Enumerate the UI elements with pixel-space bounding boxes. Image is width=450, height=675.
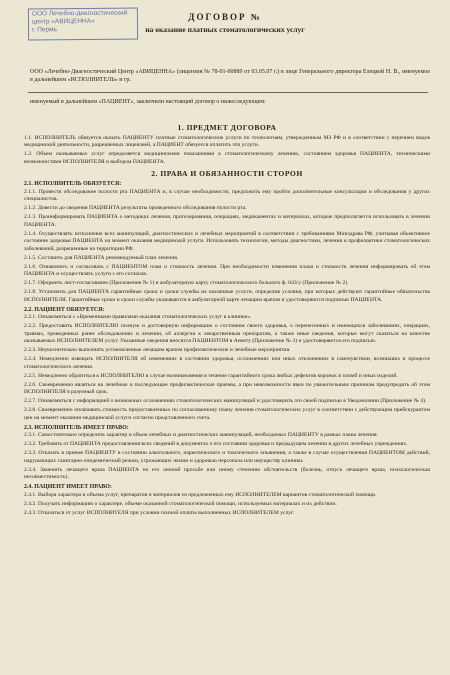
clause-2-2-7: 2.2.7. Ознакомиться с информацией о возможных осложнениях стоматологических манипуляций и удостоверить это своей подписью в Уведомлении (Приложение № 4). <box>24 398 427 405</box>
intro-paragraph: ООО «Лечебно-Диагностический Центр «АВИЦЕННА» (лицензия № 78-01-00889 от 03.05.07 г.) в лице Генерального директора Елецкой Н. В., именуемое в дальнейшем «ИСПОЛНИТЕЛЬ» и гр. <box>30 69 430 83</box>
clause-2-3-4: 2.3.4. Заменить лечащего врача ПАЦИЕНТА по его личной просьбе или иному стечению обстоятельств (болезнь, отпуск лечащего врача, психологическая несовместимость). <box>24 466 430 481</box>
clause-1-1: 1.1. ИСПОЛНИТЕЛЬ обязуется оказать ПАЦИЕНТУ платные стоматологические услуги по технологиям, утвержденным МЗ РФ и в соответствии с перечнем видов медицинской деятельности, разрешенных лицензией, а ПАЦИЕНТ обязуется оплатить эти услуги. <box>24 134 430 149</box>
clause-2-1-6: 2.1.6. Ознакомить и согласовать с ПАЦИЕНТОМ план и стоимость лечения. При необходимости изменения плана и стоимости лечения информировать об этом ПАЦИЕНТА и осуществлять услуги с его согласия. <box>24 263 430 278</box>
clause-1-2: 1.2. Объем оказываемых услуг определяется медицинскими показаниями к стоматологическому лечению, состоянием здоровья ПАЦИЕНТА, техническими возможностями ИСПОЛНИТЕЛЯ и выбором ПАЦИЕНТА. <box>24 151 430 165</box>
clause-2-1-4: 2.1.4. Осуществлять исполнение всех манипуляций, диагностических и лечебных мероприятий в соответствии с требованиями Минздрава РФ, учитывая объективное состояние здоровья ПАЦИЕНТА на момент оказания медицинской услуги. Использовать технологии, методы диагностики, лечения и профилактики стоматологических заболеваний, разрешенные на территории РФ. <box>24 230 430 252</box>
clause-2-2-1: 2.2.1. Ознакомиться с «Временными правилами оказания стоматологических услуг в клинике». <box>24 314 252 321</box>
intro-paragraph-2: именуемый в дальнейшем «ПАЦИЕНТ», заключили настоящий договор о нижеследующем: <box>30 99 266 105</box>
clause-2-1-8: 2.1.8. Установить для ПАЦИЕНТА гарантийные сроки и сроки службы на оказанные услуги, определив условия, при которых действуют гарантийные обязательства ИСПОЛНИТЕЛЯ. Гарантийные сроки и сроки службы указываются в амбулаторной карте лечащим врачом и удостоверяются подписью ПАЦИЕНТА. <box>24 289 430 303</box>
clause-2-4-2: 2.4.2. Получать информацию о характере, объеме оказанной стоматологической помощи, используемых материалах и их действии. <box>24 500 337 507</box>
document-subtitle: на оказание платных стоматологических услуг <box>145 25 305 34</box>
document-title: ДОГОВОР № <box>188 12 262 22</box>
clause-2-2-2: 2.2.2. Предоставить ИСПОЛНИТЕЛЮ полную и достоверную информацию о состоянии своего здоровья, о перенесенных и имеющихся заболеваниях, операциях, травмах, проведенных ранее обследованиях и лечении, об аллергии к лекарственным препаратам, а также иные сведения, которые могут сказаться на качестве оказываемых ИСПОЛНИТЕЛЕМ услуг. Указанные сведения вносятся ПАЦИЕНТОМ в Анкету (Приложение № 3) и удостоверяются его подписью. <box>24 323 430 345</box>
clause-2-1-2: 2.1.2. Довести до сведения ПАЦИЕНТА результаты проведенного обследования полости рта. <box>24 205 247 212</box>
clause-2-1-3: 2.1.3. Проинформировать ПАЦИЕНТА о методиках лечения, протезирования, операциях, медикаментах и материалах, которые предполагается использовать в лечении ПАЦИЕНТА. <box>24 214 430 228</box>
section-1-heading: 1. ПРЕДМЕТ ДОГОВОРА <box>177 123 277 132</box>
clause-2-1-5: 2.1.5. Составить для ПАЦИЕНТА рекомендуемый план лечения. <box>24 254 179 261</box>
stamp-line-1: ООО Лечебно-диагностический <box>31 9 128 18</box>
subsection-2-2-heading: 2.2. ПАЦИЕНТ ОБЯЗУЕТСЯ: <box>24 306 105 313</box>
clause-2-4-3: 2.4.3. Отказаться от услуг ИСПОЛНИТЕЛЯ при условии полной оплаты выполненных ИСПОЛНИТЕЛЕМ услуг. <box>24 509 295 516</box>
subsection-2-4-heading: 2.4. ПАЦИЕНТ ИМЕЕТ ПРАВО: <box>24 483 112 490</box>
contract-body <box>24 120 430 517</box>
section-2-heading: 2. ПРАВА И ОБЯЗАННОСТИ СТОРОН <box>151 169 303 179</box>
clause-2-3-3: 2.3.3. Отказать в приеме ПАЦИЕНТУ в состоянии алкогольного, наркотического и токсического опьянения, а также в случае осуществления ПАЦИЕНТОМ действий, нарушающих санитарно-эпидемический режим, угрожающих жизни и здоровью персонала или имуществу клиники. <box>24 450 430 464</box>
clause-2-4-1: 2.4.1. Выбора характера и объема услуг, препаратов и материалов из предложенных ему ИСПОЛНИТЕЛЕМ вариантов стоматологической помощи. <box>24 491 377 498</box>
clause-2-3-1: 2.3.1. Самостоятельно определять характер и объем лечебных и диагностических манипуляций, необходимых ПАЦИЕНТУ в рамках плана лечения. <box>24 432 378 439</box>
patient-name-line <box>28 92 428 93</box>
subsection-2-1-heading: 2.1. ИСПОЛНИТЕЛЬ ОБЯЗУЕТСЯ: <box>24 180 122 187</box>
stamp-line-3: г. Пермь <box>32 26 58 34</box>
clause-2-1-7: 2.1.7. Оформить лист-согласование (Приложение № 1) и амбулаторную карту стоматологического больного ф. 043/у (Приложение № 2). <box>24 280 349 287</box>
subsection-2-3-heading: 2.3. ИСПОЛНИТЕЛЬ ИМЕЕТ ПРАВО: <box>24 424 129 431</box>
clause-2-2-8: 2.2.8. Своевременно оплачивать стоимость предоставленных по согласованному плану лечения стоматологических услуг в соответствии с действующим прейскурантом цен на момент оказания медицинской услуги согласно представленного счета. <box>24 407 430 422</box>
clause-2-2-5: 2.2.5. Немедленно обратиться к ИСПОЛНИТЕЛЮ в случае возникновения в течение гарантийного срока любых дефектов коронок и пломб и иных изделий. <box>24 372 398 379</box>
stamp-line-2: центр «АВИЦЕННА» <box>31 17 95 26</box>
clause-2-3-2: 2.3.2. Требовать от ПАЦИЕНТА предоставления всех сведений в документах о его состоянии здоровья и предыдущем лечении в других лечебных учреждениях. <box>24 441 408 448</box>
clause-2-2-4: 2.2.4. Немедленно извещать ИСПОЛНИТЕЛЯ об изменениях в состоянии здоровья, осложнениях или иных отклонениях в самочувствии, возникших в процессе стоматологического лечения. <box>24 356 430 370</box>
clause-2-2-3: 2.2.3. Неукоснительно выполнять установленные лечащим врачом профилактические и лечебные мероприятия. <box>24 347 291 354</box>
clause-2-1-1: 2.1.1. Провести обследование полости рта ПАЦИЕНТА и, в случае необходимости, предложить ему пройти дополнительные консультации и обследования у других специалистов. <box>24 188 430 203</box>
clause-2-2-6: 2.2.6. Своевременно являться на лечебные и последующие профилактические приемы, а при невозможности явки по уважительным причинам предупредить об этом ИСПОЛНИТЕЛЯ в разумный срок. <box>24 381 430 396</box>
